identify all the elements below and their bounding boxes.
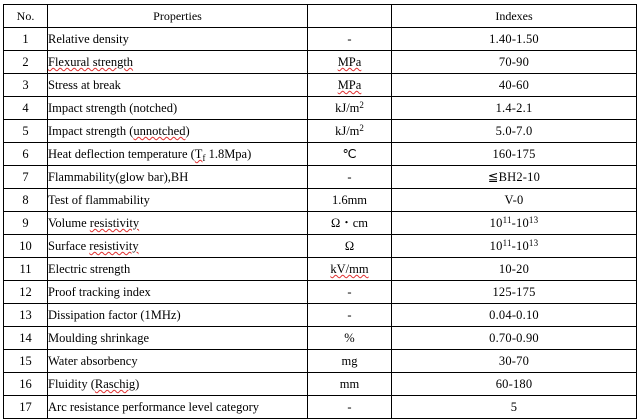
row-index: 40-60 bbox=[392, 74, 637, 97]
row-property: Proof tracking index bbox=[48, 281, 308, 304]
row-number: 15 bbox=[4, 350, 48, 373]
row-number: 12 bbox=[4, 281, 48, 304]
row-number: 14 bbox=[4, 327, 48, 350]
row-index: 1.40-1.50 bbox=[392, 28, 637, 51]
table-row bbox=[4, 258, 637, 281]
table-row bbox=[4, 235, 637, 258]
row-property: Flammability(glow bar),BH bbox=[48, 166, 308, 189]
row-unit: - bbox=[308, 281, 392, 304]
row-property: Flexural strength bbox=[48, 51, 308, 74]
row-index: 0.70-0.90 bbox=[392, 327, 637, 350]
row-unit: kV/mm bbox=[308, 258, 392, 281]
row-unit: mg bbox=[308, 350, 392, 373]
row-index: 1.4-2.1 bbox=[392, 97, 637, 120]
row-unit: Ω bbox=[308, 235, 392, 258]
row-index: 60-180 bbox=[392, 373, 637, 396]
row-property: Water absorbency bbox=[48, 350, 308, 373]
row-property: Test of flammability bbox=[48, 189, 308, 212]
row-unit: - bbox=[308, 166, 392, 189]
row-index: 5.0-7.0 bbox=[392, 120, 637, 143]
row-property: Relative density bbox=[48, 28, 308, 51]
row-unit: - bbox=[308, 28, 392, 51]
table-row bbox=[4, 28, 637, 51]
table-row bbox=[4, 74, 637, 97]
column-header-indexes: Indexes bbox=[392, 5, 637, 28]
row-property: Stress at break bbox=[48, 74, 308, 97]
row-property: Arc resistance performance level category bbox=[48, 396, 308, 419]
row-unit: MPa bbox=[308, 74, 392, 97]
table-row bbox=[4, 143, 637, 166]
row-property: Volume resistivity bbox=[48, 212, 308, 235]
table-row bbox=[4, 212, 637, 235]
row-index: V-0 bbox=[392, 189, 637, 212]
table-row bbox=[4, 327, 637, 350]
row-property: Surface resistivity bbox=[48, 235, 308, 258]
row-property: Dissipation factor (1MHz) bbox=[48, 304, 308, 327]
row-property: Electric strength bbox=[48, 258, 308, 281]
row-number: 3 bbox=[4, 74, 48, 97]
row-index: 5 bbox=[392, 396, 637, 419]
row-unit: $kJ/m^2$ bbox=[308, 120, 392, 143]
row-property: Impact strength (unnotched) bbox=[48, 120, 308, 143]
row-number: 5 bbox=[4, 120, 48, 143]
row-unit: MPa bbox=[308, 51, 392, 74]
row-number: 2 bbox=[4, 51, 48, 74]
row-unit: - bbox=[308, 396, 392, 419]
row-number: 9 bbox=[4, 212, 48, 235]
row-number: 1 bbox=[4, 28, 48, 51]
row-unit: - bbox=[308, 304, 392, 327]
table-row bbox=[4, 189, 637, 212]
row-index: 30-70 bbox=[392, 350, 637, 373]
row-index: $10^{11}-10^{13}$ bbox=[392, 212, 637, 235]
row-number: 13 bbox=[4, 304, 48, 327]
row-index: $10^{11}-10^{13}$ bbox=[392, 235, 637, 258]
row-unit: ℃ bbox=[308, 143, 392, 166]
row-index: 70-90 bbox=[392, 51, 637, 74]
row-property: Heat deflection temperature ($T_f$ 1.8Mpa) bbox=[48, 143, 308, 166]
table-header-row bbox=[4, 5, 637, 28]
column-header-unit bbox=[308, 5, 392, 28]
row-number: 10 bbox=[4, 235, 48, 258]
row-index: 10-20 bbox=[392, 258, 637, 281]
row-index: 160-175 bbox=[392, 143, 637, 166]
row-number: 7 bbox=[4, 166, 48, 189]
row-index: 0.04-0.10 bbox=[392, 304, 637, 327]
row-number: 4 bbox=[4, 97, 48, 120]
row-number: 16 bbox=[4, 373, 48, 396]
table-row bbox=[4, 51, 637, 74]
row-property: Fluidity (Raschig) bbox=[48, 373, 308, 396]
row-unit: 1.6mm bbox=[308, 189, 392, 212]
column-header-no: No. bbox=[4, 5, 48, 28]
row-property: Impact strength (notched) bbox=[48, 97, 308, 120]
row-unit: Ω・cm bbox=[308, 212, 392, 235]
column-header-properties: Properties bbox=[48, 5, 308, 28]
table-row bbox=[4, 281, 637, 304]
row-index: 125-175 bbox=[392, 281, 637, 304]
row-number: 6 bbox=[4, 143, 48, 166]
table-row bbox=[4, 373, 637, 396]
row-number: 17 bbox=[4, 396, 48, 419]
row-number: 8 bbox=[4, 189, 48, 212]
table-row bbox=[4, 120, 637, 143]
row-unit: % bbox=[308, 327, 392, 350]
row-unit: mm bbox=[308, 373, 392, 396]
row-number: 11 bbox=[4, 258, 48, 281]
row-property: Moulding shrinkage bbox=[48, 327, 308, 350]
table-row bbox=[4, 350, 637, 373]
table-row bbox=[4, 304, 637, 327]
table-row bbox=[4, 166, 637, 189]
row-unit: $kJ/m^2$ bbox=[308, 97, 392, 120]
table-row bbox=[4, 396, 637, 419]
specifications-table bbox=[3, 4, 637, 419]
row-index: ≦BH2-10 bbox=[392, 166, 637, 189]
table-row bbox=[4, 97, 637, 120]
